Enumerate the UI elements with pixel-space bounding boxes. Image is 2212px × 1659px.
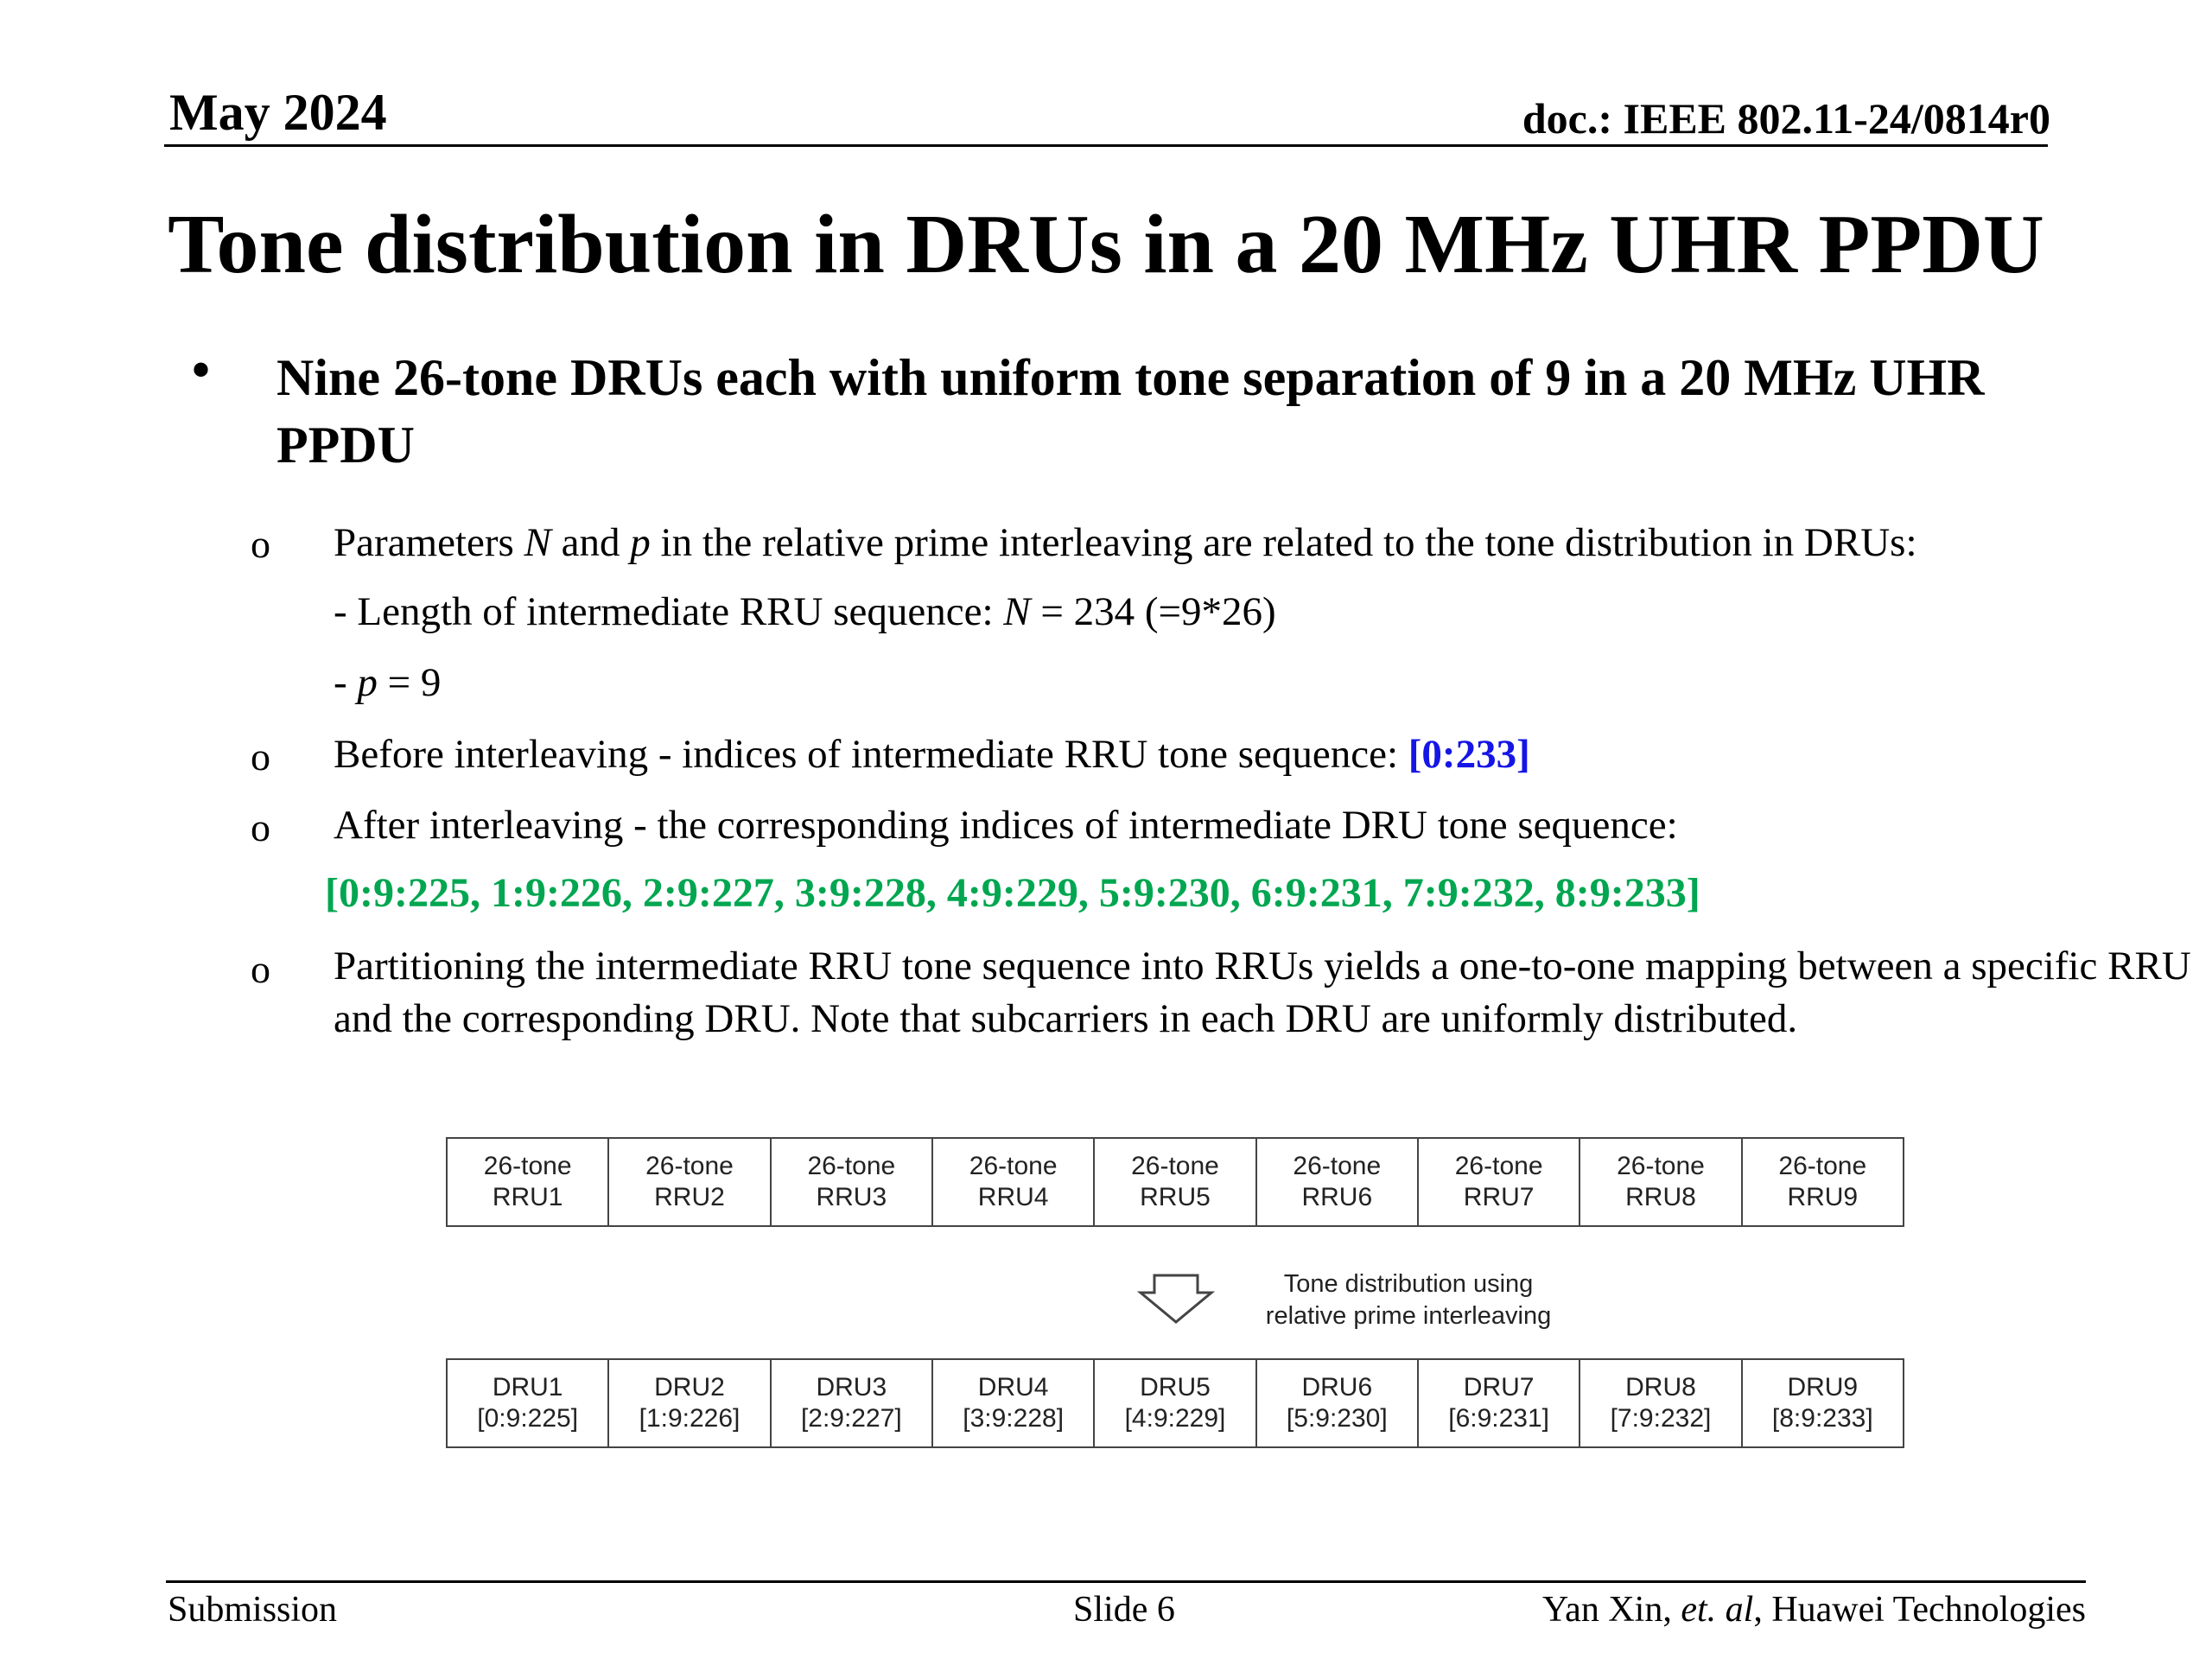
length-prefix: - Length of intermediate RRU sequence:	[334, 589, 1004, 634]
dru-cell	[1095, 1360, 1256, 1446]
dru-cell-line1: DRU6	[1301, 1373, 1373, 1402]
before-text: Before interleaving - indices of intermediate RRU tone sequence:	[334, 732, 1408, 777]
rru-cell	[1419, 1139, 1580, 1225]
header-doc-id: doc.: IEEE 802.11-24/0814r0	[1522, 94, 2050, 143]
sub-bullet-marker: o	[251, 805, 270, 849]
p-item	[334, 657, 441, 709]
footer-author-name: Yan Xin,	[1542, 1590, 1681, 1630]
length-var: N	[1003, 589, 1031, 634]
footer-divider	[166, 1580, 2086, 1583]
params-mid: and	[550, 520, 631, 565]
dru-cell	[933, 1360, 1095, 1446]
dru-cell	[1580, 1360, 1742, 1446]
rru-cell-line2: RRU4	[977, 1183, 1049, 1211]
rru-cell-line1: 26-tone	[1131, 1152, 1219, 1180]
arrow-label	[1236, 1268, 1581, 1332]
rru-cell-line2: RRU9	[1787, 1183, 1859, 1211]
sub-bullet-marker: o	[251, 522, 270, 566]
rru-cell-line1: 26-tone	[807, 1152, 896, 1180]
length-suffix: = 234 (=9*26)	[1030, 589, 1276, 634]
rru-cell-line1: 26-tone	[969, 1152, 1058, 1180]
rru-cell-line1: 26-tone	[1454, 1152, 1543, 1180]
p-var: p	[357, 660, 378, 705]
rru-cell-line2: RRU1	[492, 1183, 563, 1211]
rru-cell-line2: RRU6	[1301, 1183, 1373, 1211]
params-var-n: N	[524, 520, 551, 565]
footer-submission: Submission	[168, 1590, 338, 1630]
header-divider	[164, 144, 2048, 147]
dru-cell-line2: [3:9:228]	[963, 1404, 1065, 1433]
dru-cell-line2: [2:9:227]	[800, 1404, 902, 1433]
rru-cell-line1: 26-tone	[483, 1152, 572, 1180]
rru-cell	[1580, 1139, 1742, 1225]
rru-cell-line2: RRU2	[654, 1183, 725, 1211]
footer-author	[1542, 1588, 2086, 1631]
params-prefix: Parameters	[334, 520, 524, 565]
footer-slide-number: Slide 6	[1073, 1590, 1175, 1630]
before-range: [0:233]	[1408, 732, 1530, 777]
dru-cell-line2: [5:9:230]	[1286, 1404, 1388, 1433]
rru-cell	[933, 1139, 1095, 1225]
rru-cell	[1257, 1139, 1419, 1225]
rru-cell	[1743, 1139, 1903, 1225]
sub-bullet-params	[334, 517, 2174, 569]
p-suffix: = 9	[377, 660, 442, 705]
dru-cell	[448, 1360, 609, 1446]
arrow-label-line1: Tone distribution using	[1283, 1270, 1534, 1298]
sub-bullet-after: After interleaving - the corresponding indices of intermediate DRU tone sequence:	[334, 803, 1678, 848]
params-suffix: in the relative prime interleaving are related to the tone distribution in DRUs:	[650, 520, 1917, 565]
dru-cell-line1: DRU7	[1463, 1373, 1535, 1402]
sub-bullet-before	[334, 728, 2174, 781]
dru-cell-line1: DRU3	[816, 1373, 887, 1402]
slide-title: Tone distribution in DRUs in a 20 MHz UHR PPDU	[168, 198, 2044, 291]
header-date: May 2024	[169, 84, 387, 141]
sub-bullet-marker: o	[251, 947, 270, 991]
dru-cell	[1419, 1360, 1580, 1446]
footer-author-etal: et. al	[1681, 1590, 1754, 1630]
rru-cell-line1: 26-tone	[1778, 1152, 1867, 1180]
dru-cell-line2: [6:9:231]	[1448, 1404, 1550, 1433]
rru-cell-line1: 26-tone	[1617, 1152, 1705, 1180]
dru-cell-line1: DRU5	[1140, 1373, 1211, 1402]
length-item	[334, 586, 1276, 639]
rru-cell	[448, 1139, 609, 1225]
rru-row	[446, 1137, 1904, 1227]
dru-cell-line2: [1:9:226]	[639, 1404, 741, 1433]
rru-cell-line1: 26-tone	[645, 1152, 734, 1180]
sub-bullet-marker: o	[251, 734, 270, 779]
footer-author-org: , Huawei Technologies	[1753, 1590, 2086, 1630]
dru-cell-line2: [8:9:233]	[1771, 1404, 1873, 1433]
dru-row	[446, 1358, 1904, 1448]
down-arrow-icon	[1137, 1274, 1215, 1325]
rru-cell	[772, 1139, 933, 1225]
main-bullet-text: Nine 26-tone DRUs each with uniform tone separation of 9 in a 20 MHz UHR PPDU	[276, 349, 1985, 474]
rru-cell-line2: RRU3	[816, 1183, 887, 1211]
p-prefix: -	[334, 660, 358, 705]
arrow-label-line2: relative prime interleaving	[1265, 1302, 1552, 1330]
rru-cell-line2: RRU5	[1140, 1183, 1211, 1211]
dru-cell-line1: DRU1	[492, 1373, 563, 1402]
rru-cell-line1: 26-tone	[1293, 1152, 1382, 1180]
dru-cell-line1: DRU9	[1787, 1373, 1859, 1402]
dru-cell-line2: [7:9:232]	[1610, 1404, 1712, 1433]
dru-cell	[1257, 1360, 1419, 1446]
rru-cell	[1095, 1139, 1256, 1225]
params-var-p: p	[630, 520, 651, 565]
rru-cell-line2: RRU8	[1625, 1183, 1696, 1211]
dru-cell	[1743, 1360, 1903, 1446]
dru-cell-line1: DRU8	[1625, 1373, 1696, 1402]
dru-cell-line2: [0:9:225]	[477, 1404, 579, 1433]
dru-cell-line1: DRU2	[654, 1373, 725, 1402]
sub-bullet-partition: Partitioning the intermediate RRU tone sequence into RRUs yields a one-to-one mapping between a specific RRU and the corresponding DRU. Note that subcarriers in each DRU are uniformly distributed.	[334, 944, 2191, 1041]
dru-sequence: [0:9:225, 1:9:226, 2:9:227, 3:9:228, 4:9:229, 5:9:230, 6:9:231, 7:9:232, 8:9:233]	[325, 870, 1700, 916]
dru-cell	[772, 1360, 933, 1446]
dru-cell-line1: DRU4	[977, 1373, 1049, 1402]
dru-cell	[609, 1360, 771, 1446]
main-bullet-marker: •	[192, 341, 211, 398]
dru-cell-line2: [4:9:229]	[1124, 1404, 1226, 1433]
rru-cell	[609, 1139, 771, 1225]
rru-cell-line2: RRU7	[1463, 1183, 1535, 1211]
